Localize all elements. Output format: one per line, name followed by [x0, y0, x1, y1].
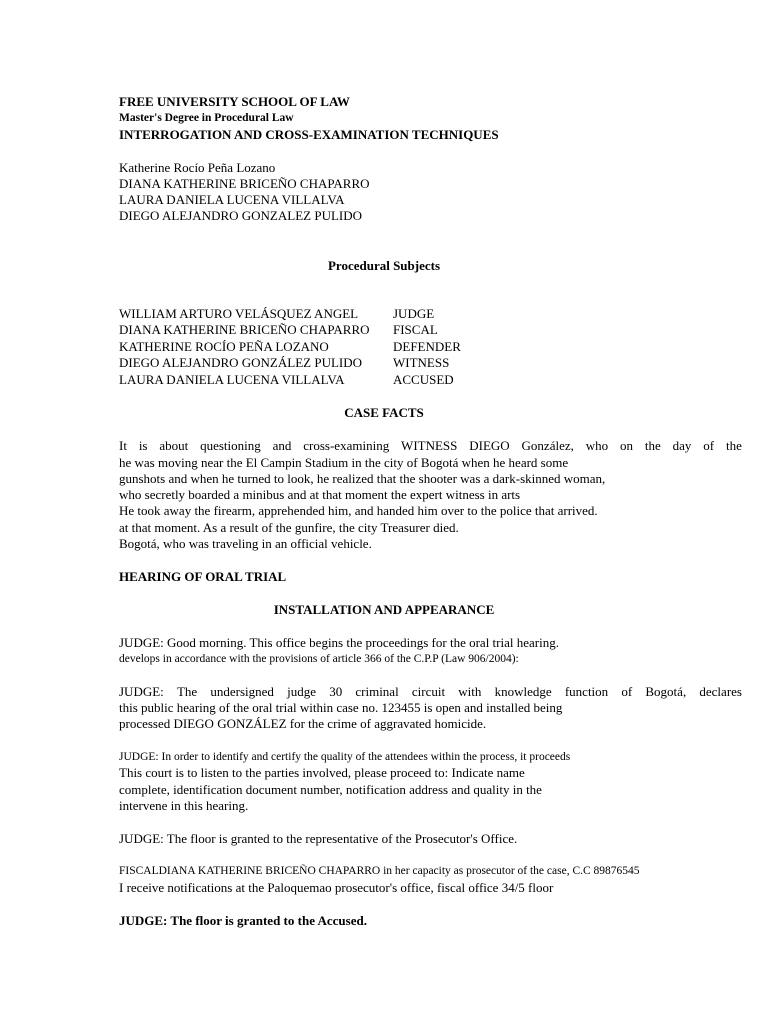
facts-word: and — [272, 438, 292, 453]
subjects-heading: Procedural Subjects — [327, 258, 441, 273]
facts-word: who — [585, 438, 609, 453]
course-title: INTERROGATION AND CROSS-EXAMINATION TECHNIQUES — [119, 127, 499, 142]
facts-word: González, — [521, 438, 574, 453]
subject-role-4: WITNESS — [393, 355, 450, 370]
judge-identify-line-3: complete, identification document number, notification address and quality in the — [119, 782, 542, 797]
declaration-word: JUDGE: — [119, 684, 164, 699]
facts-line-1 — [119, 438, 742, 454]
author-3: LAURA DANIELA LUCENA VILLALVA — [119, 192, 345, 207]
judge-declaration-line-3: processed DIEGO GONZÁLEZ for the crime of aggravated homicide. — [119, 716, 487, 731]
facts-heading: CASE FACTS — [344, 405, 424, 420]
school-title: FREE UNIVERSITY SCHOOL OF LAW — [119, 94, 350, 109]
installation-heading: INSTALLATION AND APPEARANCE — [273, 602, 495, 617]
subject-name-4: DIEGO ALEJANDRO GONZÁLEZ PULIDO — [119, 355, 363, 370]
facts-line-2: he was moving near the El Campin Stadium in the city of Bogotá when he heard some — [119, 455, 569, 470]
judge-opening: JUDGE: Good morning. This office begins the proceedings for the oral trial hearing. — [119, 635, 559, 650]
subject-role-5: ACCUSED — [393, 372, 454, 387]
judge-declaration-line-2: this public hearing of the oral trial within case no. 123455 is open and installed being — [119, 700, 563, 715]
author-4: DIEGO ALEJANDRO GONZALEZ PULIDO — [119, 208, 363, 223]
facts-word: about — [159, 438, 189, 453]
author-2: DIANA KATHERINE BRICEÑO CHAPARRO — [119, 176, 370, 191]
declaration-word: 30 — [329, 684, 343, 699]
facts-word: questioning — [200, 438, 261, 453]
judge-identify-line-2: This court is to listen to the parties involved, please proceed to: Indicate name — [119, 765, 525, 780]
facts-word: on — [620, 438, 633, 453]
prosecutor-statement-line-1: FISCALDIANA KATHERINE BRICEÑO CHAPARRO in her capacity as prosecutor of the case, C.C 89876545 — [119, 865, 640, 877]
judge-floor-accused: JUDGE: The floor is granted to the Accused. — [119, 913, 367, 928]
facts-line-5: He took away the firearm, apprehended him, and handed him over to the police that arrived. — [119, 503, 598, 518]
judge-opening-cont: develops in accordance with the provisions of article 366 of the C.P.P (Law 906/2004): — [119, 653, 519, 665]
declaration-word: circuit — [411, 684, 446, 699]
subject-name-2: DIANA KATHERINE BRICEÑO CHAPARRO — [119, 322, 370, 337]
facts-line-3: gunshots and when he turned to look, he realized that the shooter was a dark-skinned woman, — [119, 471, 606, 486]
facts-word: WITNESS — [401, 438, 458, 453]
facts-word: It — [119, 438, 127, 453]
facts-word: DIEGO — [469, 438, 510, 453]
facts-line-6: at that moment. As a result of the gunfire, the city Treasurer died. — [119, 520, 459, 535]
judge-identify-line-4: intervene in this hearing. — [119, 798, 249, 813]
declaration-word: declares — [699, 684, 742, 699]
declaration-word: The — [176, 684, 198, 699]
facts-word: is — [138, 438, 148, 453]
hearing-heading: HEARING OF ORAL TRIAL — [119, 569, 287, 584]
declaration-word: with — [458, 684, 482, 699]
prosecutor-statement-line-2: I receive notifications at the Paloquemao prosecutor's office, fiscal office 34/5 floor — [119, 880, 554, 895]
declaration-word: knowledge — [494, 684, 552, 699]
facts-line-7: Bogotá, who was traveling in an official vehicle. — [119, 536, 372, 551]
facts-word: cross-examining — [303, 438, 390, 453]
judge-identify-line-1: JUDGE: In order to identify and certify the quality of the attendees within the process, it proceeds — [119, 751, 571, 763]
subject-name-3: KATHERINE ROCÍO PEÑA LOZANO — [119, 339, 329, 354]
author-1: Katherine Rocío Peña Lozano — [119, 160, 276, 175]
subject-name-1: WILLIAM ARTURO VELÁSQUEZ ANGEL — [119, 306, 359, 321]
judge-floor-prosecutor: JUDGE: The floor is granted to the representative of the Prosecutor's Office. — [119, 831, 518, 846]
subject-role-2: FISCAL — [393, 322, 438, 337]
declaration-word: judge — [287, 684, 316, 699]
degree-title: Master's Degree in Procedural Law — [119, 112, 294, 124]
facts-line-4: who secretly boarded a minibus and at that moment the expert witness in arts — [119, 487, 521, 502]
declaration-word: of — [621, 684, 633, 699]
declaration-word: Bogotá, — [645, 684, 687, 699]
subject-role-3: DEFENDER — [393, 339, 461, 354]
facts-word: of — [703, 438, 715, 453]
judge-declaration-line-1 — [119, 684, 742, 700]
declaration-word: function — [564, 684, 609, 699]
declaration-word: criminal — [355, 684, 399, 699]
subject-name-5: LAURA DANIELA LUCENA VILLALVA — [119, 372, 345, 387]
facts-word: the — [725, 438, 742, 453]
facts-word: the — [644, 438, 661, 453]
declaration-word: undersigned — [210, 684, 274, 699]
subject-role-1: JUDGE — [393, 306, 435, 321]
facts-word: day — [672, 438, 692, 453]
